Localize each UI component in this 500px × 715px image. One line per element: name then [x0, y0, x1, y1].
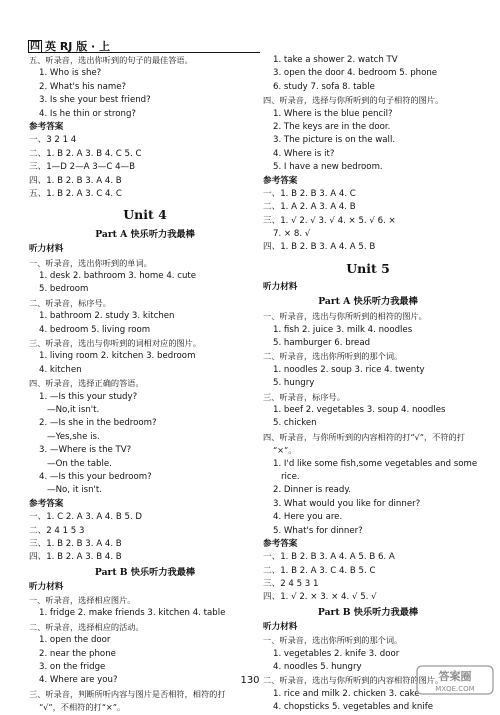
text-line: 1. rice and milk 2. chicken 3. cake [273, 688, 420, 699]
text-line: 5. I have a new bedroom. [273, 162, 383, 173]
text-line: 1. living room 2. kitchen 3. bedroom [39, 351, 196, 362]
left-column [29, 54, 261, 715]
question-instruction: 五、听录音，选出你听到的句子的最佳答语。 [29, 55, 193, 65]
watermark-icon [416, 665, 494, 695]
text-line: —No, it isn't. [47, 485, 103, 496]
text-line: 3. —Where is the TV? [39, 445, 132, 456]
text-line: 二、1. A 2. A 3. A 4. B [263, 202, 356, 213]
text-line: —On the table. [47, 458, 112, 469]
text-line: 2. —Is she in the bedroom? [39, 418, 157, 429]
text-line: 3. The picture is on the wall. [273, 135, 396, 146]
text-line: 2. Dinner is ready. [273, 485, 351, 496]
text-line: 1. beef 2. vegetables 3. soup 4. noodles [273, 404, 446, 415]
part-heading: Part A 快乐听力我最棒 [95, 229, 195, 241]
text-line: 1. bathroom 2. study 3. kitchen [39, 311, 175, 322]
question-instruction: 二、听录音，选出与你所听到的内容相符的图片。 [263, 675, 444, 686]
text-line: 1. fridge 2. make friends 3. kitchen 4. table [39, 608, 226, 619]
text-line: 一、1. B 2. B 3. A 4. A 5. B 6. A [263, 552, 395, 563]
text-line: 1. vegetables 2. knife 3. door [273, 648, 400, 659]
text-line: rice. [281, 471, 300, 482]
section-label: 参考答案 [29, 498, 64, 509]
text-line: 4. —Is this your bedroom? [39, 471, 152, 482]
right-column [263, 54, 478, 715]
text-line: 4. Where is it? [273, 148, 335, 159]
book-title: 英 RJ 版 · 上 [45, 40, 111, 53]
text-line: 1. noodles 2. soup 3. rice 4. twenty [273, 364, 425, 375]
part-heading: Part B 快乐听力我最棒 [317, 606, 419, 618]
text-line: 5. hamburger 6. bread [273, 338, 371, 349]
question-instruction: 一、听录音，选出你所听到的那个词。 [263, 635, 403, 646]
section-label: 参考答案 [29, 121, 64, 132]
text-line: —No,it isn't. [47, 404, 100, 415]
text-line: 7. × 8. √ [273, 229, 311, 240]
text-line: 三、1. B 2. B 3. A 4. B [29, 538, 122, 549]
question-instruction: 三、听录音，判断所听内容与图片是否相符，相符的打 [29, 688, 226, 699]
question-instruction: 四、听录音，选择与你所听到的句子相符的图片。 [263, 95, 444, 106]
text-line: 3. Is she your best friend? [39, 95, 151, 106]
question-instruction: 一、听录音，选出你听到的单词。 [29, 257, 152, 268]
text-line: —Yes,she is. [47, 431, 100, 442]
question-instruction: 四、听录音，选择正确的答语。 [29, 378, 144, 389]
text-line: 1. desk 2. bathroom 3. home 4. cute [39, 271, 197, 282]
text-line: 1. I'd like some fish,some vegetables and some [273, 458, 478, 469]
question-instruction: 二、听录音，选出你所听到的那个词。 [263, 351, 403, 362]
section-label: 听力材料 [29, 581, 64, 592]
text-line: 三、1. √ 2. √ 3. √ 4. × 5. √ 6. × [263, 215, 396, 226]
text-line: 5. What's for dinner? [273, 525, 363, 536]
text-line: 四、1. B 2. B 3. A 4. A 5. B [263, 242, 376, 253]
watermark-logo [416, 665, 494, 695]
text-line: 四、1. B 2. A 3. B 4. B [29, 552, 122, 563]
text-line: 二、1. B 2. A 3. B 4. C 5. C [29, 148, 142, 159]
text-line: 4. bedroom 5. living room [39, 324, 151, 335]
text-line: 4. Where are you? [39, 675, 118, 686]
text-line: 5. bedroom [39, 284, 89, 295]
section-label: 听力材料 [263, 281, 298, 292]
text-line: 2. The keys are in the door. [273, 121, 391, 132]
section-label: 参考答案 [263, 538, 298, 549]
text-line: 1. Who is she? [39, 68, 102, 79]
question-instruction: 一、听录音，选择相应图片。 [29, 595, 136, 606]
text-line: 4. Here you are. [273, 512, 343, 523]
text-line: 1. —Is this your study? [39, 391, 138, 402]
question-instruction: 一、听录音，选出与你所听到的相符的图片。 [263, 311, 427, 322]
text-line: 1. open the door [39, 635, 111, 646]
unit-heading: Unit 5 [346, 260, 390, 276]
question-instruction: “×”。 [273, 445, 297, 456]
section-label: 听力材料 [29, 244, 64, 255]
unit-heading: Unit 4 [123, 207, 167, 223]
text-line: 一、1. B 2. B 3. A 4. C [263, 188, 356, 199]
question-instruction: “√”，不相符的打“×”。 [39, 702, 126, 713]
text-line: 四、1. √ 2. × 3. × 4. √ 5. √ [263, 592, 377, 603]
text-line: 4. Is he thin or strong? [39, 108, 136, 119]
question-instruction: 二、听录音，选择相应的活动。 [29, 621, 144, 632]
text-line: 一、3 2 1 4 [29, 135, 77, 146]
text-line: 1. Where is the blue pencil? [273, 108, 393, 119]
page-number: 130 [240, 675, 260, 686]
question-instruction: 四、听录音，与你所听到的内容相符的打“√”，不符的打 [263, 431, 465, 442]
text-line: 三、1—D 2—A 3—C 4—B [29, 162, 136, 173]
section-label: 参考答案 [263, 175, 298, 186]
text-line: 5. chicken [273, 418, 317, 429]
question-instruction: 二、听录音，标序号。 [29, 297, 111, 308]
text-line: 5. hungry [273, 378, 315, 389]
part-heading: Part A 快乐听力我最棒 [318, 296, 418, 308]
text-line: 五、1. B 2. A 3. C 4. C [29, 188, 122, 199]
text-line: 3. on the fridge [39, 662, 106, 673]
watermark-text: 答案圈 [438, 670, 472, 683]
section-label: 听力材料 [263, 621, 298, 632]
question-instruction: 三、听录音，标序号。 [263, 391, 345, 402]
text-line: 二、2 4 1 5 3 [29, 525, 85, 536]
text-line: 4. noodles 5. hungry [273, 662, 362, 673]
text-line: 1. fish 2. juice 3. milk 4. noodles [273, 324, 413, 335]
text-line: 3. open the door 4. bedroom 5. phone [273, 68, 438, 79]
text-line: 1. take a shower 2. watch TV [273, 55, 398, 65]
text-line: 2. near the phone [39, 648, 116, 659]
text-line: 4. chopsticks 5. vegetables and knife [273, 702, 434, 713]
part-heading: Part B 快乐听力我最棒 [94, 566, 196, 578]
question-instruction: 三、听录音，选出与你听到的词相对应的图片。 [29, 338, 201, 349]
grade-box: 四 [30, 40, 40, 52]
header-rule [28, 52, 260, 53]
watermark-url: MXQE.COM [435, 685, 475, 693]
text-line: 2. What's his name? [39, 81, 127, 92]
text-line: 三、2 4 5 3 1 [263, 579, 319, 590]
text-line: 3. What would you like for dinner? [273, 498, 421, 509]
text-line: 6. study 7. sofa 8. table [273, 81, 375, 92]
text-line: 一、1. C 2. A 3. A 4. B 5. D [29, 512, 143, 523]
text-line: 四、1. B 2. B 3. A 4. B [29, 175, 122, 186]
text-line: 4. kitchen [39, 364, 82, 375]
text-line: 二、1. B 2. A 3. C 4. B 5. C [263, 565, 376, 576]
